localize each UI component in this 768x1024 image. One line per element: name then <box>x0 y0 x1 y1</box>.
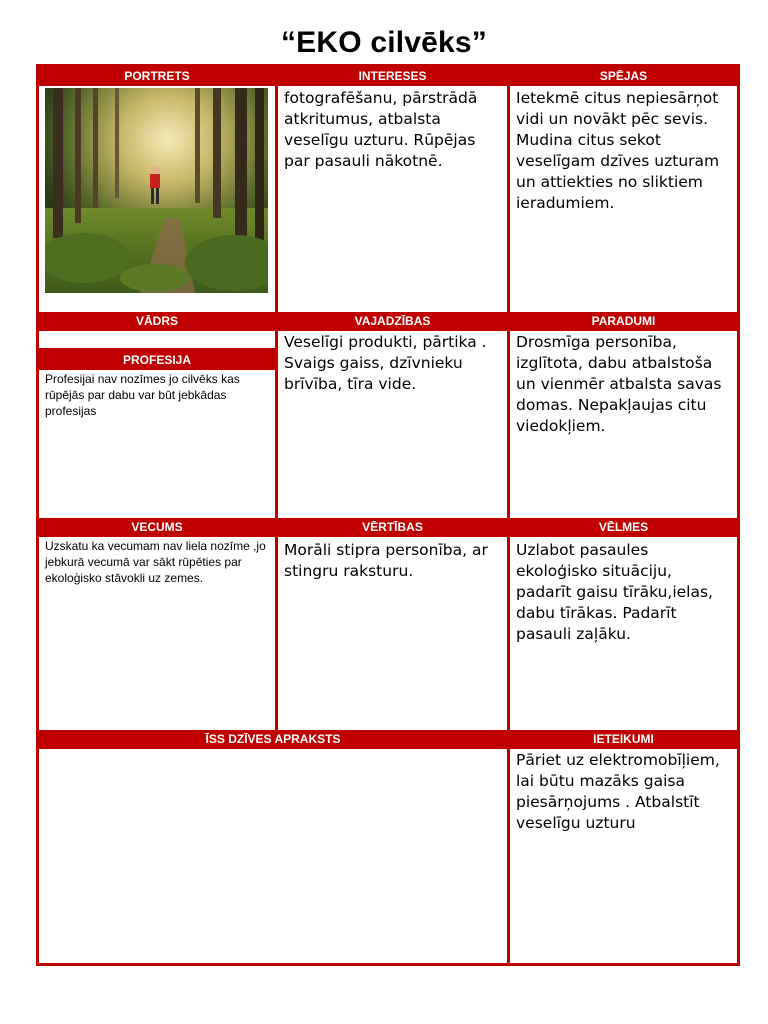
portrait-photo <box>45 88 268 293</box>
cell-vajadzibas <box>278 331 507 518</box>
header-apraksts: ĪSS DZĪVES APRAKSTS <box>39 730 507 749</box>
spejas-text: Ietekmē citus nepiesārņot vidi un novākt pēc sevis. Mudina citus sekot veselīgam dzīves uzturam un attiekties no sliktiem ieradumiem. <box>516 89 720 212</box>
header-spejas: SPĒJAS <box>510 67 737 86</box>
cell-spejas <box>510 86 737 312</box>
header-vajadzibas: VAJADZĪBAS <box>278 312 507 331</box>
velmes-text: Uzlabot pasaules ekoloģisko situāciju, padarīt gaisu tīrāku,ielas, dabu tīrākas. Padarīt pasauli zaļāku. <box>516 541 713 643</box>
vajadzibas-text: Veselīgi produkti, pārtika . Svaigs gaiss, dzīvnieku brīvība, tīra vide. <box>284 333 487 393</box>
header-vecums: VECUMS <box>39 518 275 537</box>
header-vadrs: VĀDRS <box>39 312 275 331</box>
intereses-text: fotografēšanu, pārstrādā atkritumus, atbalsta veselīgu uzturu. Rūpējas par pasauli nākotnē. <box>284 89 478 170</box>
cell-apraksts <box>39 749 507 963</box>
header-ieteikumi: IETEIKUMI <box>510 730 737 749</box>
header-profesija: PROFESIJA <box>39 351 275 370</box>
paradumi-text: Drosmīga personība, izglītota, dabu atbalstoša un vienmēr atbalsta savas domas. Nepakļaujas citu viedokļiem. <box>516 333 722 435</box>
header-paradumi: PARADUMI <box>510 312 737 331</box>
cell-intereses <box>278 86 507 312</box>
persona-grid <box>36 64 740 966</box>
cell-vecums <box>39 537 275 730</box>
header-intereses: INTERESES <box>278 67 507 86</box>
page-title: “EKO cilvēks” <box>280 26 488 59</box>
cell-profesija <box>39 370 275 518</box>
vertibas-text: Morāli stipra personība, ar stingru raksturu. <box>284 541 488 580</box>
profesija-text: Profesijai nav nozīmes jo cilvēks kas rūpējās par dabu var būt jebkādas profesijas <box>45 372 240 418</box>
header-vertibas: VĒRTĪBAS <box>278 518 507 537</box>
vecums-text: Uzskatu ka vecumam nav liela nozīme ,jo jebkurā vecumā var sākt rūpēties par ekoloģisko stāvokli uz zemes. <box>45 539 266 585</box>
cell-velmes <box>510 537 737 730</box>
cell-vadrs <box>39 331 275 348</box>
header-velmes: VĒLMES <box>510 518 737 537</box>
cell-ieteikumi <box>510 749 737 963</box>
cell-paradumi <box>510 331 737 518</box>
cell-portrets <box>39 86 275 312</box>
header-portrets: PORTRETS <box>39 67 275 86</box>
ieteikumi-text: Pāriet uz elektromobīļiem, lai būtu mazāks gaisa piesārņojums . Atbalstīt veselīgu uzturu <box>516 751 720 832</box>
forest-runner-image <box>45 88 268 293</box>
cell-vertibas <box>278 537 507 730</box>
